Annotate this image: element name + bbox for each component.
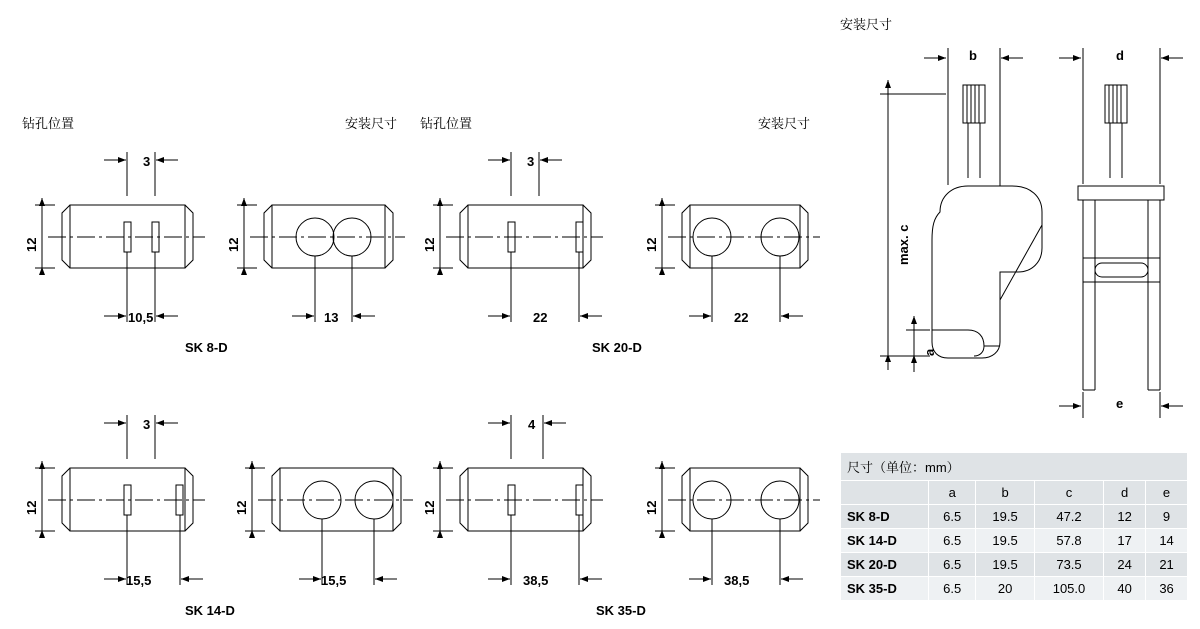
panel-sk8d-drill-label: 钻孔位置 — [22, 116, 75, 131]
panel-sk20d-mount-label: 安装尺寸 — [758, 116, 811, 131]
panel-sk20d-drill-width-dim: 22 — [533, 310, 548, 325]
table-row-label: SK 20-D — [841, 553, 929, 577]
table-cell-a: 6.5 — [929, 505, 976, 529]
panel-sk14d-drill-height-dim: 12 — [24, 500, 39, 515]
table-header-row — [841, 481, 1188, 505]
assembly-dimension-title: 安装尺寸 — [840, 17, 893, 32]
panel-sk8d-drill-width-dim: 10,5 — [128, 310, 154, 325]
dimension-table — [840, 452, 1188, 601]
panel-sk20d-drill-top-dim: 3 — [527, 154, 535, 169]
table-cell-b: 20 — [976, 577, 1034, 601]
assembly-dim-e: e — [1116, 396, 1124, 411]
panel-sk20d-drill-label: 钻孔位置 — [420, 116, 473, 131]
panel-sk20d-mount-width-dim: 22 — [734, 310, 749, 325]
panel-sk14d-mount-height-dim: 12 — [234, 500, 249, 515]
table-cell-c: 105.0 — [1034, 577, 1103, 601]
table-title-row — [841, 453, 1188, 481]
panel-sk8d-drill-top-dim: 3 — [143, 154, 151, 169]
table-cell-c: 73.5 — [1034, 553, 1103, 577]
panel-sk8d-mount-label: 安装尺寸 — [345, 116, 398, 131]
table-cell-b: 19.5 — [976, 553, 1034, 577]
dimension-table-wrap — [840, 452, 1188, 601]
table-cell-d: 40 — [1104, 577, 1146, 601]
table-cell-d: 12 — [1104, 505, 1146, 529]
table-row — [841, 505, 1188, 529]
table-cell-d: 17 — [1104, 529, 1146, 553]
table-cell-b: 19.5 — [976, 505, 1034, 529]
table-cell-d: 24 — [1104, 553, 1146, 577]
panel-sk35d-drill-width-dim: 38,5 — [523, 573, 549, 588]
table-row — [841, 529, 1188, 553]
panel-sk8d-mount-height-dim: 12 — [226, 237, 241, 252]
assembly-dim-c: max. c — [896, 224, 911, 265]
panel-sk14d-drill-top-dim: 3 — [143, 417, 151, 432]
table-cell-e: 21 — [1146, 553, 1188, 577]
table-col-head-a: a — [929, 481, 976, 505]
table-cell-a: 6.5 — [929, 529, 976, 553]
table-cell-b: 19.5 — [976, 529, 1034, 553]
table-col-head-d: d — [1104, 481, 1146, 505]
panel-sk35d-drill-top-dim: 4 — [528, 417, 536, 432]
table-row-label: SK 14-D — [841, 529, 929, 553]
table-row-label: SK 8-D — [841, 505, 929, 529]
assembly-dim-a: a — [922, 348, 937, 356]
table-row — [841, 577, 1188, 601]
table-title: 尺寸（单位：mm） — [841, 453, 1188, 481]
panel-sk35d-mount-height-dim: 12 — [644, 500, 659, 515]
table-col-head-b: b — [976, 481, 1034, 505]
panel-sk14d-drill-width-dim: 15,5 — [126, 573, 152, 588]
table-row-label: SK 35-D — [841, 577, 929, 601]
table-cell-e: 36 — [1146, 577, 1188, 601]
panel-sk20d-drill-height-dim: 12 — [422, 237, 437, 252]
table-cell-c: 57.8 — [1034, 529, 1103, 553]
panel-sk20d-mount-height-dim: 12 — [644, 237, 659, 252]
panel-sk20d-name: SK 20-D — [592, 340, 642, 355]
panel-sk8d-name: SK 8-D — [185, 340, 228, 355]
panel-sk8d-drill-height-dim: 12 — [24, 237, 39, 252]
panel-sk8d-mount-width-dim: 13 — [324, 310, 339, 325]
table-col-head-c: c — [1034, 481, 1103, 505]
panel-sk14d-mount-width-dim: 15,5 — [321, 573, 347, 588]
table-col-head-e: e — [1146, 481, 1188, 505]
table-cell-e: 9 — [1146, 505, 1188, 529]
panel-sk35d-drill-height-dim: 12 — [422, 500, 437, 515]
table-cell-a: 6.5 — [929, 577, 976, 601]
panel-sk14d-name: SK 14-D — [185, 603, 235, 618]
assembly-dim-b: b — [969, 48, 977, 63]
assembly-dim-d: d — [1116, 48, 1124, 63]
panel-sk35d-name: SK 35-D — [596, 603, 646, 618]
table-col-head-blank — [841, 481, 929, 505]
table-cell-e: 14 — [1146, 529, 1188, 553]
table-cell-a: 6.5 — [929, 553, 976, 577]
panel-sk35d-mount-width-dim: 38,5 — [724, 573, 750, 588]
table-cell-c: 47.2 — [1034, 505, 1103, 529]
table-row — [841, 553, 1188, 577]
